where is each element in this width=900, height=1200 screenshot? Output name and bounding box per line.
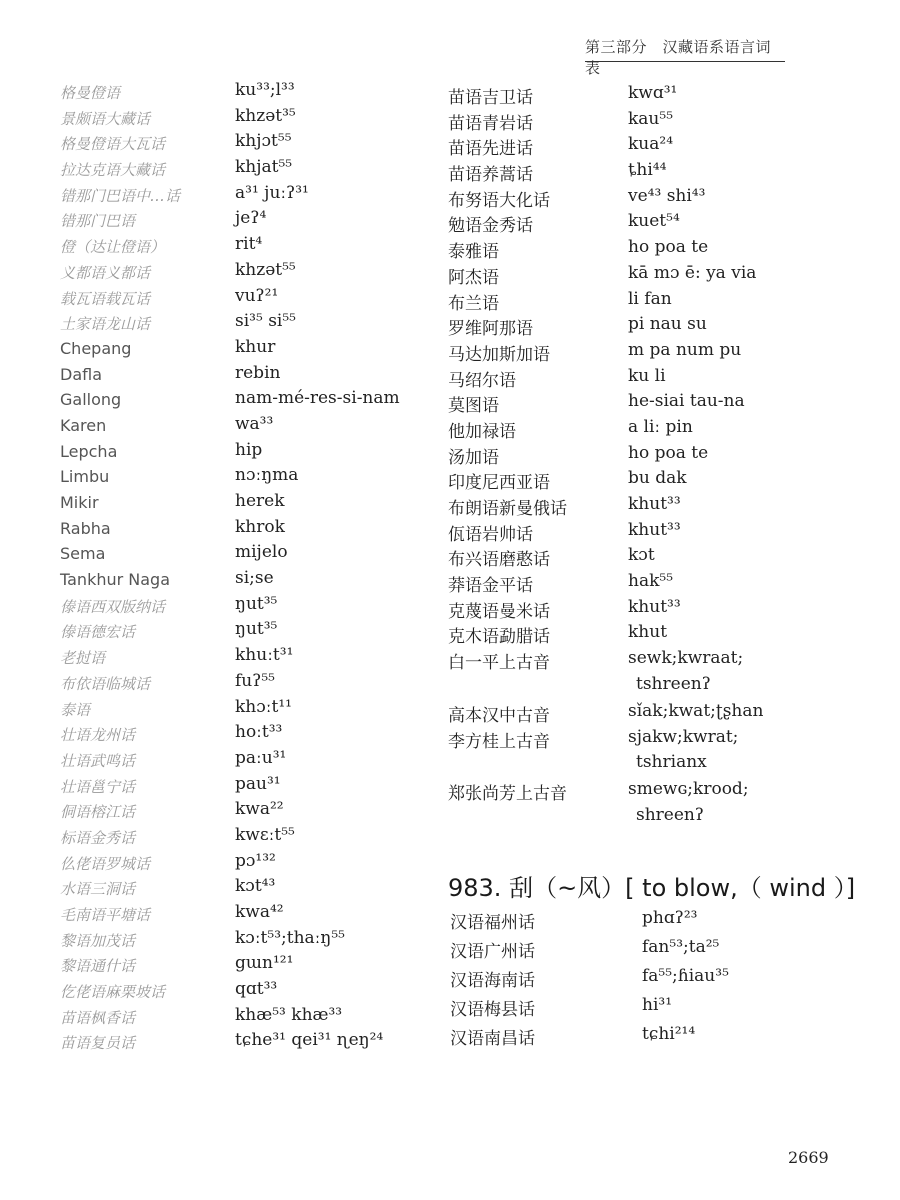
- entry-row: [60, 260, 440, 286]
- entry-row: [60, 491, 440, 517]
- word-form: ku³³;l³³: [235, 80, 295, 100]
- language-name: Lepcha: [60, 441, 118, 461]
- entry-row: [448, 597, 868, 623]
- language-name: 莽语金平话: [448, 576, 533, 597]
- word-form: kwa⁴²: [235, 902, 284, 922]
- word-form: kuet⁵⁴: [628, 211, 680, 232]
- word-form: khut³³: [628, 494, 681, 514]
- word-form: sjakw;kwrat;: [628, 726, 739, 747]
- language-name: 拉达克语大藏话: [60, 161, 166, 180]
- entry-row: [448, 520, 868, 546]
- language-name: Sema: [60, 544, 106, 564]
- language-name: 汉语海南话: [450, 970, 535, 991]
- entry-row: [60, 979, 440, 1005]
- right-column: [448, 83, 868, 1053]
- word-form: herek: [235, 491, 285, 511]
- language-name: 苗语枫香话: [60, 1008, 136, 1027]
- entry-row: [448, 391, 868, 417]
- entry-row: [60, 851, 440, 877]
- language-name: 壮语武鸣话: [60, 751, 136, 770]
- language-name: 汉语梅县话: [450, 999, 535, 1020]
- word-form: khzət³⁵: [235, 105, 296, 126]
- language-name: 僜（达让僜语）: [60, 238, 166, 257]
- entry-row: [448, 211, 868, 237]
- language-name: 壮语邕宁话: [60, 777, 136, 796]
- word-form: kwɛːt⁵⁵: [235, 824, 295, 845]
- word-form: khrok: [235, 516, 285, 537]
- word-form: nɔːŋma: [235, 465, 299, 486]
- word-form: hak⁵⁵: [628, 571, 674, 592]
- entry-continuation: [448, 805, 868, 832]
- entry-row: [60, 748, 440, 774]
- language-name: 汉语南昌话: [450, 1028, 535, 1049]
- word-form-continued: shreenʔ: [636, 804, 704, 825]
- word-form: wa³³: [235, 413, 274, 434]
- left-column: [60, 80, 440, 1056]
- word-form: khɔːt¹¹: [235, 696, 292, 717]
- entry-row: [448, 727, 868, 753]
- entry-row: [448, 701, 868, 727]
- entry-row: [448, 417, 868, 443]
- word-form: tɕhe³¹ qei³¹ ɳeŋ²⁴: [235, 1030, 384, 1051]
- language-name: 苗语复员话: [60, 1034, 136, 1053]
- word-form: pɔ¹³²: [235, 850, 276, 871]
- word-form: kɔt⁴³: [235, 876, 276, 897]
- entry-row: [448, 908, 868, 937]
- language-name: Dafla: [60, 364, 103, 384]
- word-form: khut³³: [628, 596, 681, 617]
- language-name: 布兰语: [448, 293, 499, 314]
- word-form: he-siai tau-na: [628, 391, 745, 412]
- word-form: ȶhi⁴⁴: [628, 160, 667, 181]
- word-form: si;se: [235, 568, 274, 589]
- language-name: 苗语吉卫话: [448, 88, 533, 108]
- word-form: khjɔt⁵⁵: [235, 131, 292, 152]
- word-form: ŋut³⁵: [235, 619, 278, 640]
- entry-row: [60, 363, 440, 389]
- language-name: 郑张尚芳上古音: [448, 784, 567, 805]
- word-form: hip: [235, 439, 263, 460]
- word-form: rebin: [235, 362, 281, 383]
- entry-row: [60, 517, 440, 543]
- word-form: m pa num pu: [628, 339, 742, 360]
- entry-row: [448, 995, 868, 1024]
- word-form: kwɑ³¹: [628, 83, 678, 103]
- language-name: 李方桂上古音: [448, 731, 550, 752]
- language-name: 布努语大化话: [448, 190, 550, 211]
- section-heading: [448, 868, 868, 908]
- entry-row: [60, 619, 440, 645]
- language-name: 错那门巴语中…话: [60, 186, 181, 205]
- entry-row: [60, 131, 440, 157]
- section-title: 刮（~风）[ to blow,（ wind ）]: [509, 873, 856, 902]
- language-name: 他加禄语: [448, 421, 516, 442]
- language-name: 土家语龙山话: [60, 315, 151, 334]
- language-name: 印度尼西亚语: [448, 473, 550, 494]
- entry-continuation: [448, 752, 868, 779]
- entry-row: [60, 157, 440, 183]
- word-form: hi³¹: [642, 994, 673, 1015]
- entry-row: [60, 902, 440, 928]
- entry-row: [60, 594, 440, 620]
- word-form: jeʔ⁴: [235, 208, 267, 229]
- entry-row: [448, 134, 868, 160]
- language-name: 泰语: [60, 700, 91, 719]
- word-form: tɕhi²¹⁴: [642, 1023, 696, 1044]
- language-name: 马绍尔语: [448, 370, 516, 391]
- section-spacer: [448, 832, 868, 868]
- language-name: 汤加语: [448, 447, 499, 468]
- entry-row: [448, 366, 868, 392]
- word-form: paːu³¹: [235, 747, 287, 768]
- language-name: 汉语福州话: [450, 912, 535, 933]
- word-form: kua²⁴: [628, 134, 674, 155]
- entry-row: [60, 953, 440, 979]
- entry-row: [60, 568, 440, 594]
- language-name: 格曼僜语大瓦话: [60, 135, 166, 154]
- entry-row: [60, 183, 440, 209]
- language-name: Karen: [60, 415, 107, 435]
- word-form: li fan: [628, 288, 672, 309]
- entry-row: [448, 1024, 868, 1053]
- word-form: khur: [235, 336, 276, 357]
- language-name: 仫佬语罗城话: [60, 854, 151, 873]
- entry-row: [60, 799, 440, 825]
- language-name: 高本汉中古音: [448, 705, 550, 726]
- entry-row: [448, 937, 868, 966]
- entry-row: [448, 340, 868, 366]
- language-name: 仡佬语麻栗坡话: [60, 983, 166, 1002]
- entry-row: [60, 208, 440, 234]
- entry-row: [448, 109, 868, 135]
- entry-row: [60, 722, 440, 748]
- word-form: ve⁴³ shi⁴³: [628, 185, 706, 206]
- word-form: vuʔ²¹: [235, 285, 279, 306]
- language-name: 黎语通什话: [60, 957, 136, 976]
- word-form: hoːt³³: [235, 722, 283, 743]
- entry-row: [60, 671, 440, 697]
- language-name: 老挝语: [60, 649, 106, 668]
- entry-row: [60, 414, 440, 440]
- word-form-continued: tshreenʔ: [636, 673, 711, 694]
- language-name: 错那门巴语: [60, 212, 136, 231]
- language-name: 格曼僜语: [60, 84, 121, 102]
- entry-row: [448, 779, 868, 805]
- language-name: 傣语西双版纳话: [60, 597, 166, 616]
- language-name: Chepang: [60, 338, 132, 358]
- word-form: khut: [628, 622, 668, 643]
- language-name: 汉语广州话: [450, 941, 535, 962]
- language-name: 黎语加茂话: [60, 931, 136, 950]
- entry-row: [60, 697, 440, 723]
- language-name: 罗维阿那语: [448, 319, 533, 340]
- entry-row: [448, 966, 868, 995]
- section-entries: [448, 908, 868, 1053]
- language-name: 布依语临城话: [60, 674, 151, 693]
- word-form: kau⁵⁵: [628, 108, 674, 129]
- language-name: 白一平上古音: [448, 653, 550, 674]
- entry-row: [60, 465, 440, 491]
- word-form: sewk;kwraat;: [628, 648, 744, 669]
- language-name: 阿杰语: [448, 267, 499, 288]
- word-form: fuʔ⁵⁵: [235, 670, 275, 691]
- word-form: rit⁴: [235, 234, 263, 255]
- entry-row: [60, 1005, 440, 1031]
- language-name: 苗语青岩话: [448, 113, 533, 134]
- word-form: kɔːt⁵³;thaːŋ⁵⁵: [235, 927, 345, 948]
- entry-row: [448, 648, 868, 674]
- language-name: Gallong: [60, 390, 122, 410]
- entry-row: [448, 494, 868, 520]
- language-name: 毛南语平塘话: [60, 906, 151, 924]
- word-form: mijelo: [235, 542, 288, 563]
- word-form: ho poa te: [628, 237, 709, 258]
- entry-row: [60, 928, 440, 954]
- entry-row: [448, 468, 868, 494]
- entry-row: [448, 237, 868, 263]
- language-name: 义都语义都话: [60, 263, 151, 282]
- entry-row: [448, 571, 868, 597]
- running-header: 第三部分 汉藏语系语言词表: [585, 38, 772, 77]
- language-name: 壮语龙州话: [60, 726, 136, 745]
- entry-row: [60, 388, 440, 414]
- word-form: sǐak;kwat;ʈʂhan: [628, 700, 764, 721]
- language-name: 莫图语: [448, 396, 499, 417]
- word-form: khuːt³¹: [235, 645, 294, 666]
- entry-row: [448, 83, 868, 109]
- word-form: ŋut³⁵: [235, 593, 278, 614]
- word-form: fa⁵⁵;ɦiau³⁵: [642, 965, 729, 986]
- word-form: khæ⁵³ khæ³³: [235, 1004, 343, 1025]
- word-form: kā mɔ ē: ya via: [628, 262, 757, 283]
- word-form: gɯn¹²¹: [235, 953, 294, 974]
- word-form: kɔt: [628, 545, 655, 566]
- language-name: Mikir: [60, 493, 99, 512]
- language-name: 马达加斯加语: [448, 344, 550, 365]
- word-form: qɑt³³: [235, 979, 278, 1000]
- language-name: 景颇语大藏话: [60, 109, 151, 128]
- language-name: Tankhur Naga: [60, 570, 171, 590]
- language-name: 苗语养蒿话: [448, 165, 533, 186]
- entry-row: [60, 311, 440, 337]
- word-form-continued: tshrianx: [636, 752, 707, 773]
- language-name: 勉语金秀话: [448, 216, 533, 237]
- language-name: 傣语德宏话: [60, 623, 136, 642]
- entry-row: [60, 645, 440, 671]
- word-form: si³⁵ si⁵⁵: [235, 311, 296, 332]
- word-form: a liː pin: [628, 416, 693, 437]
- word-form: fan⁵³;ta²⁵: [642, 936, 720, 957]
- header-rule: [585, 61, 785, 62]
- entry-row: [448, 622, 868, 648]
- language-name: 克蔑语曼米话: [448, 601, 550, 622]
- language-name: 布兴语磨憨话: [448, 550, 550, 571]
- word-form: pi nau su: [628, 314, 707, 335]
- word-form: khjat⁵⁵: [235, 157, 293, 178]
- entry-row: [60, 440, 440, 466]
- word-form: smewɢ;krood;: [628, 779, 749, 800]
- language-name: 标语金秀话: [60, 828, 136, 847]
- entry-row: [60, 876, 440, 902]
- entry-row: [60, 106, 440, 132]
- section-number: 983.: [448, 873, 502, 902]
- entry-row: [448, 545, 868, 571]
- language-name: 水语三洞话: [60, 880, 136, 899]
- word-form: ho poa te: [628, 442, 709, 463]
- entry-row: [60, 337, 440, 363]
- entry-row: [60, 286, 440, 312]
- word-form: a³¹ juːʔ³¹: [235, 182, 309, 203]
- language-name: 侗语榕江话: [60, 803, 136, 822]
- entry-row: [60, 1030, 440, 1056]
- entry-row: [448, 443, 868, 469]
- language-name: Rabha: [60, 518, 111, 538]
- language-name: Limbu: [60, 467, 110, 487]
- page-number: 2669: [788, 1148, 829, 1167]
- entry-row: [60, 825, 440, 851]
- word-form: khzət⁵⁵: [235, 259, 296, 280]
- word-form: pau³¹: [235, 773, 281, 794]
- word-form: khut³³: [628, 519, 681, 540]
- entry-row: [60, 234, 440, 260]
- language-name: 泰雅语: [448, 242, 499, 263]
- word-form: ku li: [628, 365, 666, 386]
- language-name: 载瓦语载瓦话: [60, 289, 151, 308]
- entry-row: [60, 542, 440, 568]
- entry-row: [448, 186, 868, 212]
- language-name: 佤语岩帅话: [448, 524, 533, 545]
- word-form: phɑʔ²³: [642, 907, 698, 928]
- right-entries: [448, 83, 868, 832]
- entry-row: [448, 160, 868, 186]
- word-form: nam-mé-res-si-nam: [235, 388, 400, 409]
- language-name: 苗语先进话: [448, 139, 533, 160]
- word-form: kwa²²: [235, 799, 284, 820]
- entry-row: [60, 774, 440, 800]
- language-name: 克木语勐腊话: [448, 627, 550, 648]
- entry-row: [448, 314, 868, 340]
- entry-row: [448, 289, 868, 315]
- language-name: 布朗语新曼俄话: [448, 499, 567, 519]
- entry-row: [60, 80, 440, 106]
- word-form: bu dak: [628, 468, 687, 489]
- entry-row: [448, 263, 868, 289]
- entry-continuation: [448, 674, 868, 701]
